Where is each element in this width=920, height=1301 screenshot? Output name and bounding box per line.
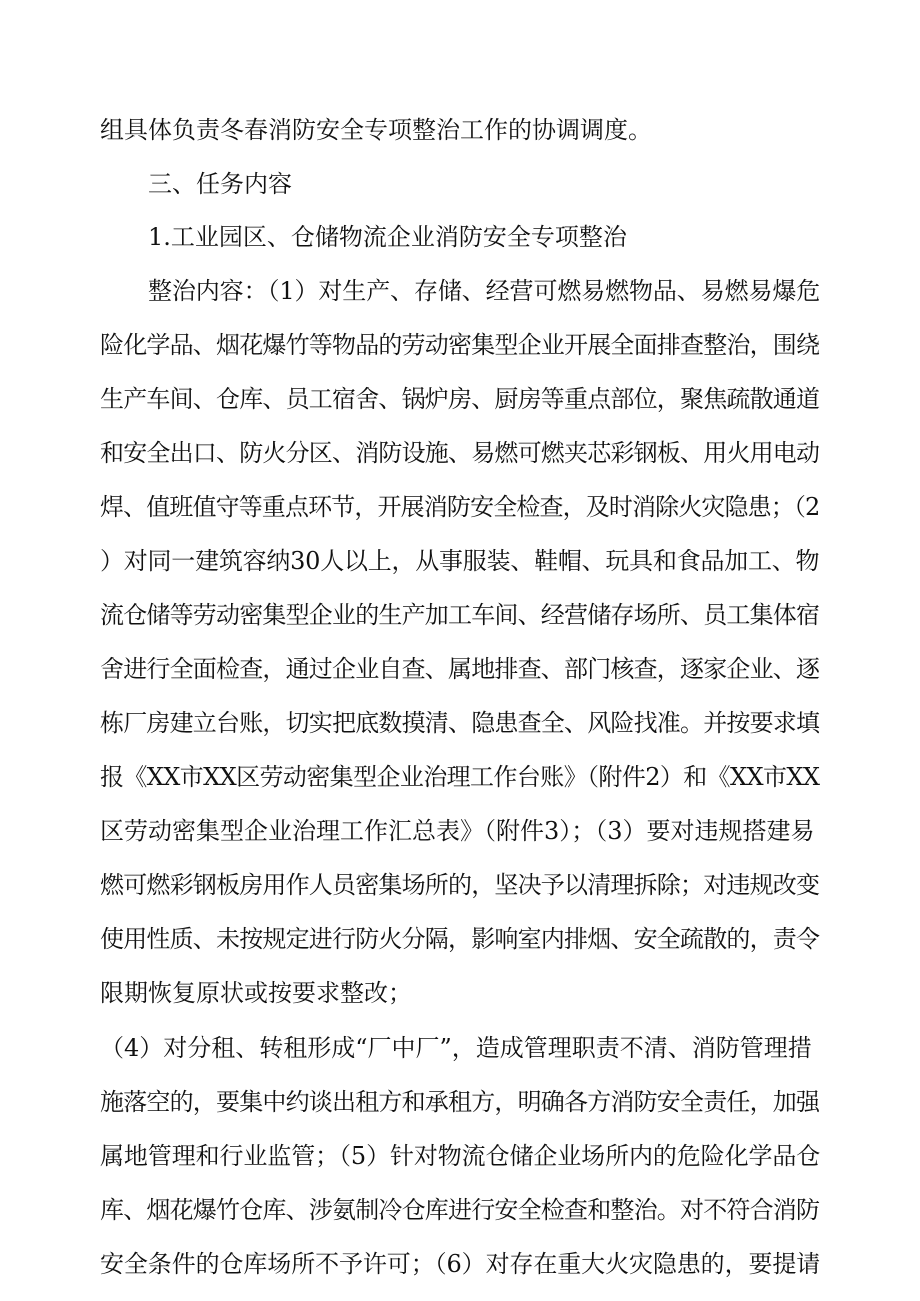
text-line-1: 组具体负责冬春消防安全专项整治工作的协调调度。 (100, 116, 652, 144)
text-line-17: 限期恢复原状或按要求整改； (100, 979, 412, 1007)
subsection-heading: 1.工业园区、仓储物流企业消防安全专项整治 (148, 223, 627, 251)
text-line-9: ）对同一建筑容纳30人以上，从事服装、鞋帽、玩具和食品加工、物 (100, 547, 820, 575)
text-line-13: 报《XX市XX区劳动密集型企业治理工作台账》（附件2）和《XX市XX (100, 763, 820, 791)
section-heading: 三、任务内容 (148, 170, 292, 198)
text-line-19: 施落空的，要集中约谈出租方和承租方，明确各方消防安全责任，加强 (100, 1088, 820, 1116)
text-line-20: 属地管理和行业监管；（5）针对物流仓储企业场所内的危险化学品仓 (100, 1142, 821, 1170)
text-line-18: （4）对分租、转租形成“厂中厂”，造成管理职责不清、消防管理措 (100, 1034, 812, 1062)
text-line-21: 库、烟花爆竹仓库、涉氨制冷仓库进行安全检查和整治。对不符合消防 (100, 1196, 820, 1224)
text-line-15: 燃可燃彩钢板房用作人员密集场所的，坚决予以清理拆除；对违规改变 (100, 871, 820, 899)
text-line-7: 和安全出口、防火分区、消防设施、易燃可燃夹芯彩钢板、用火用电动 (100, 439, 820, 467)
text-line-4: 整治内容：（1）对生产、存储、经营可燃易燃物品、易燃易爆危 (148, 277, 821, 305)
text-line-16: 使用性质、未按规定进行防火分隔，影响室内排烟、安全疏散的，责令 (100, 925, 820, 953)
text-line-5: 险化学品、烟花爆竹等物品的劳动密集型企业开展全面排查整治，围绕 (100, 331, 820, 359)
text-line-10: 流仓储等劳动密集型企业的生产加工车间、经营储存场所、员工集体宿 (100, 601, 820, 629)
text-line-11: 舍进行全面检查，通过企业自查、属地排查、部门核查，逐家企业、逐 (100, 655, 820, 683)
text-line-8: 焊、值班值守等重点环节，开展消防安全检查，及时消除火灾隐患；（2 (100, 493, 820, 521)
text-line-12: 栋厂房建立台账，切实把底数摸清、隐患查全、风险找准。并按要求填 (100, 709, 820, 737)
text-line-6: 生产车间、仓库、员工宿舍、锅炉房、厨房等重点部位，聚焦疏散通道 (100, 385, 820, 413)
text-line-22: 安全条件的仓库场所不予许可；（6）对存在重大火灾隐患的，要提请 (100, 1250, 821, 1278)
text-line-14: 区劳动密集型企业治理工作汇总表》（附件3）；（3）要对违规搭建易 (100, 817, 815, 845)
